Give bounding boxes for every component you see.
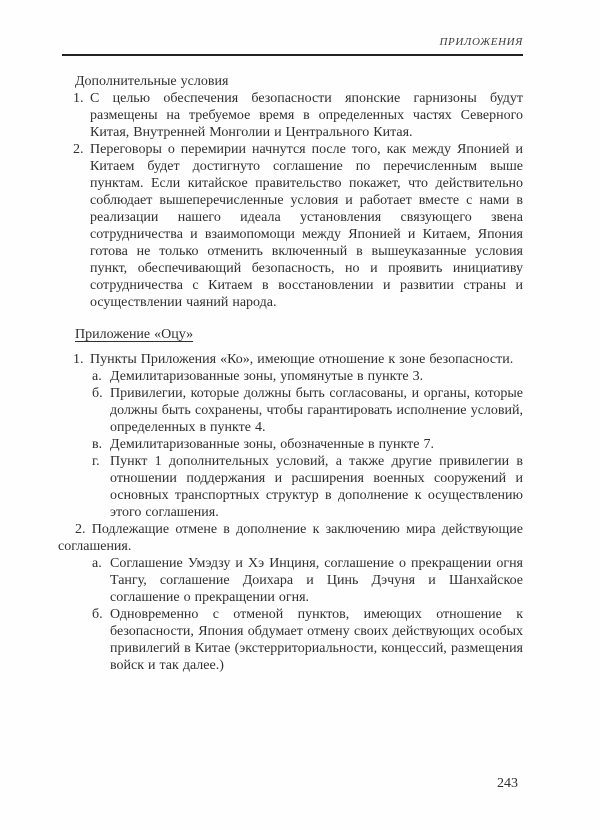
sub-list-item-text: Соглашение Умэдзу и Хэ Инциня, соглашение о прекращении огня Тангу, соглашение Доихара и Цинь Дэчуня и Шанхайское соглашение о прекращении огня. xyxy=(110,556,523,605)
sub-list-item xyxy=(58,368,523,385)
sub-list-item-marker: а. xyxy=(92,556,102,571)
sub-list-item-marker: г. xyxy=(92,454,100,469)
appendix-otsu-heading: Приложение «Оцу» xyxy=(75,327,194,342)
sub-list-item-text: Демилитаризованные зоны, упомянутые в пункте 3. xyxy=(110,369,424,384)
sub-list-item xyxy=(58,453,523,521)
sub-list-item-marker: б. xyxy=(92,607,103,622)
list-item xyxy=(58,90,523,141)
header-rule xyxy=(62,54,523,56)
list-item-marker: 1. xyxy=(73,352,84,367)
sub-list-item-text: Привилегии, которые должны быть согласованы, и органы, которые должны быть сохранены, чтобы гарантировать исполнение условий, определенных в пункте 4. xyxy=(110,386,523,435)
sub-list-item-text: Пункт 1 дополнительных условий, а также другие привилегии в отношении поддержания и расширения военных сооружений и основных транспортных структур в дополнение к осуществлению этого соглашения. xyxy=(110,454,523,520)
running-head: ПРИЛОЖЕНИЯ xyxy=(439,36,523,48)
sub-list-item xyxy=(58,555,523,606)
page-number: 243 xyxy=(497,776,518,791)
sub-list-item-marker: а. xyxy=(92,369,102,384)
list-item xyxy=(58,141,523,311)
sub-list-item-text: Демилитаризованные зоны, обозначенные в пункте 7. xyxy=(110,437,435,452)
list-item-marker: 1. xyxy=(73,91,84,106)
sub-list-item xyxy=(58,606,523,674)
sub-list-item-marker: в. xyxy=(92,437,103,452)
list-item xyxy=(58,351,523,368)
list-item-text: Пункты Приложения «Ко», имеющие отношение к зоне безопасности. xyxy=(90,352,514,367)
sub-list-item-marker: б. xyxy=(92,386,103,401)
sub-list-item-text: Одновременно с отменой пунктов, имеющих отношение к безопасности, Япония обдумает отмену своих действующих особых привилегий в Китае (экстерриториальности, концессий, размещения войск и так далее.) xyxy=(110,607,523,673)
paragraph-item2: 2. Подлежащие отмене в дополнение к заключению мира действующие соглашения. xyxy=(58,522,523,554)
list-item-marker: 2. xyxy=(73,142,84,157)
list-item-text: Переговоры о перемирии начнутся после того, как между Японией и Китаем будет достигнуто соглашение по перечисленным выше пунктам. Если китайское правительство покажет, что действительно соблюдает вышеперечисленные условия и работает вместе с нами в реализации нашего идеала установления связующего звена сотрудничества и взаимопомощи между Японией и Китаем, Япония готова не только отменить включенный в вышеуказанные условия пункт, обеспечивающий безопасность, но и проявить инициативу сотрудничества с Китаем в восстановлении и развитии страны и осуществлении чаяний народа. xyxy=(90,142,523,310)
sub-list-item xyxy=(58,436,523,453)
page-body xyxy=(58,73,523,674)
list-item-text: С целью обеспечения безопасности японские гарнизоны будут размещены на требуемое время в определенных частях Северного Китая, Внутренней Монголии и Центрального Китая. xyxy=(90,91,523,140)
sub-list-item xyxy=(58,385,523,436)
subheading-additional-conditions: Дополнительные условия xyxy=(75,74,229,89)
